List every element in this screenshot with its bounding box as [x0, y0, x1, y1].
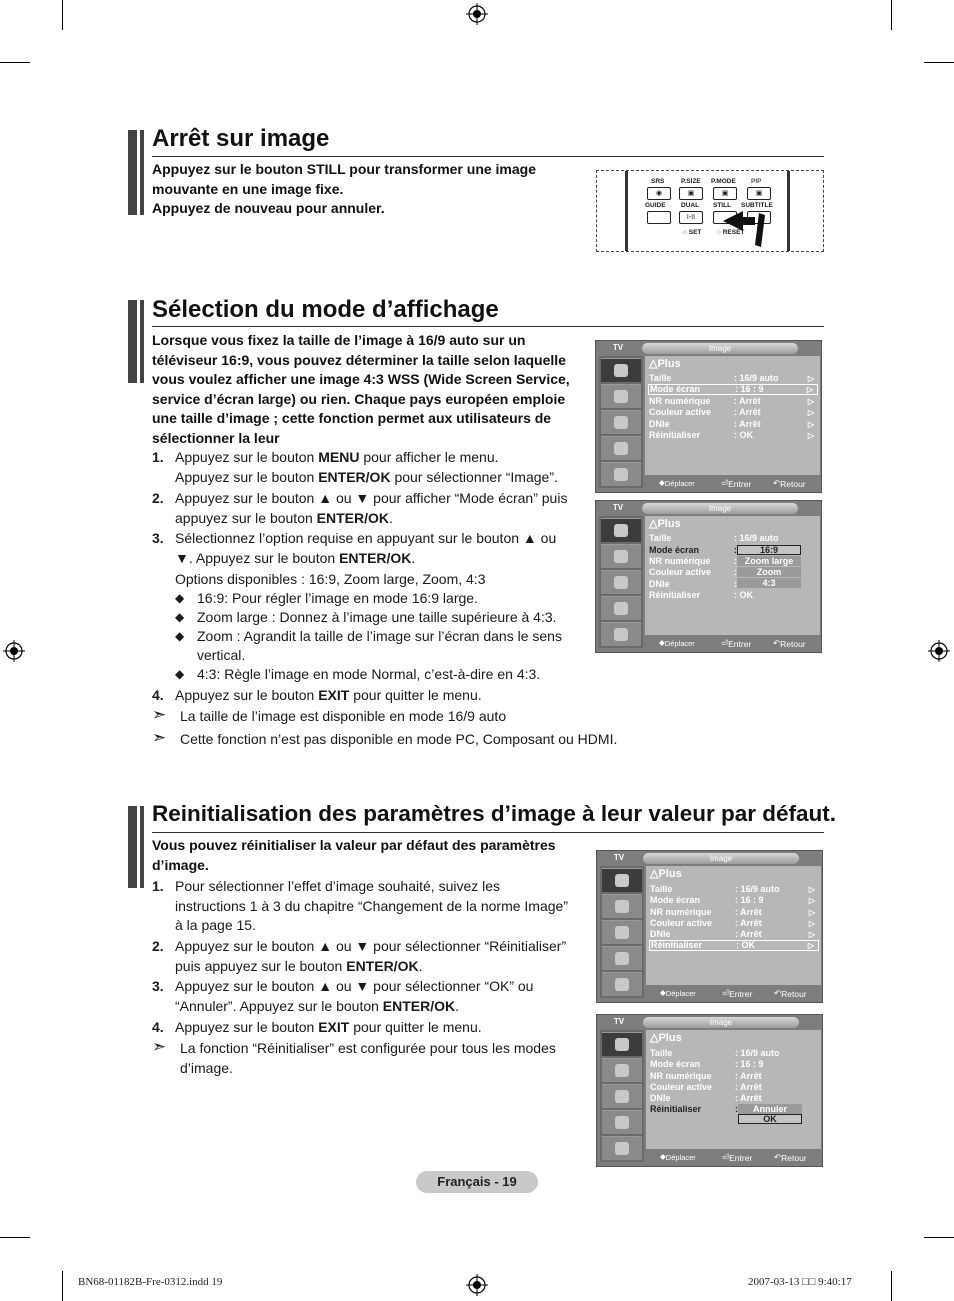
reset-option[interactable]: Annuler — [738, 1104, 802, 1114]
picture-icon[interactable] — [602, 1032, 642, 1056]
footer-enter: ⏎ Entrer — [721, 478, 752, 489]
menu-row[interactable]: DNIe : Arrêt ▷ — [649, 419, 814, 429]
tv-menu-reset — [596, 850, 823, 1003]
menu-panel — [645, 356, 820, 475]
tv-label: TV — [612, 343, 624, 352]
step-item: 1. Appuyez sur le bouton MENU pour afficher le menu. Appuyez sur le bouton ENTER/OK pour sélectionner “Image”. — [152, 449, 558, 485]
registration-mark-icon — [3, 640, 25, 662]
options-label: Options disponibles : 16:9, Zoom large, Zoom, 4:3 — [175, 571, 486, 587]
menu-plus[interactable]: △Plus — [650, 1032, 682, 1044]
section-bar — [140, 130, 144, 215]
step-item: 1. Pour sélectionner l’effet d’image souhaité, suivez les instructions 1 à 3 du chapitre “Changement de la norme Image” à la page 15. — [152, 878, 568, 933]
section-bar — [128, 130, 137, 215]
section-bar — [140, 300, 144, 383]
remote-label-guide: GUIDE — [645, 202, 666, 209]
intro-line: Appuyez sur le bouton STILL pour transformer une image — [152, 161, 537, 177]
step-number: 2. — [152, 938, 164, 954]
menu-panel — [645, 516, 820, 635]
menu-footer — [645, 637, 820, 650]
menu-row[interactable]: NR numérique : Arrêt ▷ — [650, 907, 815, 917]
footer-back: ↶ Retour — [773, 478, 806, 489]
menu-row[interactable]: Taille : 16/9 auto — [649, 533, 779, 543]
footer-move: ◆ Déplacer — [660, 988, 696, 998]
menu-row[interactable]: Couleur active : Arrêt ▷ — [649, 407, 814, 417]
footer-move: ◆ Déplacer — [659, 638, 695, 648]
menu-title: Image — [643, 1017, 799, 1028]
remote-label-subtitle: SUBTITLE — [741, 202, 773, 209]
step-item: 4. Appuyez sur le bouton EXIT pour quitter le menu. — [175, 1018, 482, 1038]
remote-edge — [625, 171, 628, 251]
remote-label-dual: DUAL — [681, 202, 700, 209]
note-item: ➣ La fonction “Réinitialiser” est configurée pour tous les modes d’image. — [152, 1037, 556, 1076]
crop-mark — [62, 0, 63, 30]
section-title-reset: Reinitialisation des paramètres d’image à leur valeur par défaut. — [152, 801, 836, 826]
step-number: 4. — [152, 1019, 164, 1035]
section-rule — [152, 326, 824, 327]
step-item: 2. Appuyez sur le bouton ▲ ou ▼ pour sélectionner “Réinitialiser” puis appuyez sur le bouton ENTER/OK. — [152, 938, 567, 974]
channel-icon[interactable] — [602, 920, 642, 944]
section-bar — [140, 806, 144, 888]
menu-footer — [646, 987, 821, 1000]
input-icon[interactable] — [602, 972, 642, 996]
step-number: 4. — [152, 687, 164, 703]
diamond-bullet-icon: ◆ — [175, 629, 185, 643]
registration-mark-icon — [466, 1274, 488, 1296]
menu-footer — [645, 477, 820, 490]
menu-sidebar — [600, 866, 644, 998]
reset-option-selected[interactable]: OK — [738, 1114, 802, 1124]
menu-row-selected[interactable]: Réinitialiser : OK ▷ — [649, 940, 819, 951]
screen-option[interactable]: 4:3 — [737, 578, 801, 588]
step-number: 3. — [152, 530, 164, 546]
screen-option[interactable]: Zoom — [737, 567, 801, 577]
remote-label-psize: P.SIZE — [681, 178, 701, 185]
diamond-bullet-icon: ◆ — [175, 591, 185, 605]
remote-edge — [787, 171, 790, 251]
picture-icon[interactable] — [601, 358, 641, 382]
menu-title: Image — [642, 503, 798, 514]
guide-button[interactable] — [647, 211, 671, 224]
picture-icon[interactable] — [601, 518, 641, 542]
still-intro — [152, 160, 536, 219]
pip-button[interactable]: ▣ — [747, 187, 771, 200]
tv-menu-screen-mode — [595, 340, 822, 493]
bullet-item: ◆ 4:3: Règle l’image en mode Normal, c’est-à-dire en 4:3. — [175, 666, 541, 682]
menu-panel — [646, 866, 821, 985]
menu-title: Image — [643, 853, 799, 864]
menu-row[interactable]: Couleur active : — [649, 567, 737, 577]
input-icon[interactable] — [601, 462, 641, 486]
menu-row-selected[interactable]: Mode écran : 16 : 9 ▷ — [648, 384, 818, 395]
intro-line: téléviseur 16:9, vous pouvez déterminer la taille selon laquelle — [152, 351, 566, 368]
note-arrow-icon: ➣ — [152, 1037, 167, 1056]
note-item: ➣ Cette fonction n’est pas disponible en mode PC, Composant ou HDMI. — [152, 728, 618, 747]
menu-plus[interactable]: △Plus — [650, 868, 682, 880]
crop-mark — [891, 0, 892, 30]
footer-move: ◆ Déplacer — [660, 1152, 696, 1162]
footer-back: ↶ Retour — [773, 638, 806, 649]
menu-row[interactable]: Réinitialiser : OK — [649, 590, 753, 600]
sound-icon[interactable] — [601, 384, 641, 408]
display-mode-intro — [152, 331, 570, 448]
remote-label-reset: ○ RESET — [717, 229, 745, 236]
diamond-bullet-icon: ◆ — [175, 667, 185, 681]
setup-icon[interactable] — [602, 1110, 642, 1134]
pmode-button[interactable]: ▣ — [713, 187, 737, 200]
step-item: 2. Appuyez sur le bouton ▲ ou ▼ pour afficher “Mode écran” puis appuyez sur le bouton ENTER/OK. — [152, 490, 568, 526]
intro-line: une taille d’image ; cette fonction permet aux utilisateurs de — [152, 410, 552, 426]
remote-label-set: ○ SET — [683, 229, 702, 236]
menu-row[interactable]: Mode écran : 16 : 9 — [650, 1059, 764, 1069]
channel-icon[interactable] — [601, 410, 641, 434]
remote-label-srs: SRS — [651, 178, 665, 185]
menu-row[interactable]: DNIe : Arrêt ▷ — [650, 929, 815, 939]
footer-enter: ⏎ Entrer — [722, 988, 753, 999]
crop-mark — [0, 1237, 30, 1238]
menu-row[interactable]: Taille : 16/9 auto ▷ — [650, 884, 815, 894]
print-timestamp: 2007-03-13 □□ 9:40:17 — [748, 1276, 852, 1288]
crop-mark — [891, 1271, 892, 1301]
reset-intro — [152, 836, 556, 875]
menu-sidebar — [599, 516, 643, 648]
tv-label: TV — [613, 1017, 625, 1026]
intro-line: service d’écran large) ou rien. Chaque pays européen emploie — [152, 390, 566, 407]
menu-row-selected[interactable]: Mode écran : — [649, 545, 737, 555]
registration-mark-icon — [928, 640, 950, 662]
input-icon[interactable] — [601, 622, 641, 646]
intro-line: d’image. — [152, 856, 209, 873]
diamond-bullet-icon: ◆ — [175, 610, 185, 624]
menu-plus[interactable]: △Plus — [649, 518, 681, 530]
footer-move: ◆ Déplacer — [659, 478, 695, 488]
section-rule — [152, 832, 824, 833]
footer-back: ↶ Retour — [774, 988, 807, 999]
tv-menu-screen-options — [595, 500, 822, 653]
print-file-name: BN68-01182B-Fre-0312.indd 19 — [78, 1276, 223, 1288]
bullet-item: ◆ Zoom large : Donnez à l’image une taille supérieure à 4:3. — [175, 609, 557, 625]
menu-row[interactable]: DNIe : — [649, 579, 737, 589]
remote-label-pmode: P.MODE — [711, 178, 736, 185]
note-item: ➣ La taille de l’image est disponible en mode 16/9 auto — [152, 705, 507, 724]
menu-footer — [646, 1151, 821, 1164]
channel-icon[interactable] — [602, 1084, 642, 1108]
setup-icon[interactable] — [601, 596, 641, 620]
section-bar — [128, 300, 137, 383]
menu-sidebar — [600, 1030, 644, 1162]
section-rule — [152, 156, 824, 157]
dual-button[interactable]: I-II — [679, 211, 703, 224]
menu-sidebar — [599, 356, 643, 488]
screen-option-selected[interactable]: 16:9 — [737, 545, 801, 555]
footer-back: ↶ Retour — [774, 1152, 807, 1163]
menu-panel — [646, 1030, 821, 1149]
menu-row[interactable]: Réinitialiser : OK ▷ — [649, 430, 814, 440]
menu-row[interactable]: DNIe : Arrêt — [650, 1093, 762, 1103]
step-item: 3. Sélectionnez l’option requise en appuyant sur le bouton ▲ ou ▼. Appuyez sur le bouton ENTER/OK. — [152, 530, 557, 566]
bullet-item: ◆ 16:9: Pour régler l’image en mode 16:9 large. — [175, 590, 478, 606]
section-title-still: Arrêt sur image — [152, 125, 330, 152]
menu-row[interactable]: NR numérique : — [649, 556, 737, 566]
menu-row[interactable]: Taille : 16/9 auto ▷ — [649, 373, 814, 383]
step-item: 3. Appuyez sur le bouton ▲ ou ▼ pour sélectionner “OK” ou “Annuler”. Appuyez sur le bouton ENTER/OK. — [152, 978, 534, 1014]
menu-row[interactable]: Taille : 16/9 auto — [650, 1048, 780, 1058]
note-arrow-icon: ➣ — [152, 705, 167, 724]
menu-row[interactable]: Mode écran : 16 : 9 ▷ — [650, 895, 815, 905]
menu-row[interactable]: Couleur active : Arrêt ▷ — [650, 918, 815, 928]
menu-row[interactable]: NR numérique : Arrêt ▷ — [649, 396, 814, 406]
sound-icon[interactable] — [601, 544, 641, 568]
section-title-display-mode: Sélection du mode d’affichage — [152, 296, 499, 323]
step-number: 3. — [152, 978, 164, 994]
registration-mark-icon — [466, 3, 488, 25]
intro-line: sélectionner la leur — [152, 429, 280, 446]
menu-plus[interactable]: △Plus — [649, 358, 681, 370]
screen-option[interactable]: Zoom large — [737, 556, 801, 566]
remote-label-still: STILL — [713, 202, 732, 209]
note-arrow-icon: ➣ — [152, 728, 167, 747]
step-item: 4. Appuyez sur le bouton EXIT pour quitter le menu. — [175, 686, 482, 706]
page-number-badge: Français - 19 — [416, 1171, 538, 1193]
bullet-item: ◆ Zoom : Agrandit la taille de l’image sur l’écran dans le sens vertical. — [175, 628, 562, 663]
crop-mark — [924, 1237, 954, 1238]
crop-mark — [0, 62, 30, 63]
tv-label: TV — [613, 853, 625, 862]
menu-title: Image — [642, 343, 798, 354]
intro-line: mouvante en une image fixe. — [152, 180, 344, 197]
tv-menu-reset-options — [596, 1014, 823, 1167]
footer-enter: ⏎ Entrer — [722, 1152, 753, 1163]
picture-icon[interactable] — [602, 868, 642, 892]
step-number: 1. — [152, 449, 164, 465]
step-number: 2. — [152, 490, 164, 506]
crop-mark — [62, 1271, 63, 1301]
psize-button[interactable]: ▣ — [679, 187, 703, 200]
intro-line: vous voulez afficher une image 4:3 WSS (Wide Screen Service, — [152, 371, 570, 387]
intro-line: Appuyez de nouveau pour annuler. — [152, 200, 385, 216]
tv-label: TV — [612, 503, 624, 512]
intro-line: Vous pouvez réinitialiser la valeur par défaut des paramètres — [152, 837, 556, 853]
crop-mark — [924, 62, 954, 63]
section-bar — [128, 806, 137, 888]
setup-icon[interactable] — [602, 946, 642, 970]
channel-icon[interactable] — [601, 570, 641, 594]
menu-row[interactable]: Couleur active : Arrêt — [650, 1082, 762, 1092]
step-number: 1. — [152, 878, 164, 894]
setup-icon[interactable] — [601, 436, 641, 460]
sound-icon[interactable] — [602, 894, 642, 918]
menu-row[interactable]: NR numérique : Arrêt — [650, 1071, 762, 1081]
sound-icon[interactable] — [602, 1058, 642, 1082]
remote-illustration — [596, 170, 824, 252]
intro-line: Lorsque vous fixez la taille de l’image à 16/9 auto sur un — [152, 332, 526, 348]
footer-enter: ⏎ Entrer — [721, 638, 752, 649]
menu-row-selected[interactable]: Réinitialiser : — [650, 1104, 738, 1114]
remote-label-pip: PIP — [751, 178, 762, 185]
input-icon[interactable] — [602, 1136, 642, 1160]
srs-button[interactable]: ◉ — [647, 187, 671, 200]
